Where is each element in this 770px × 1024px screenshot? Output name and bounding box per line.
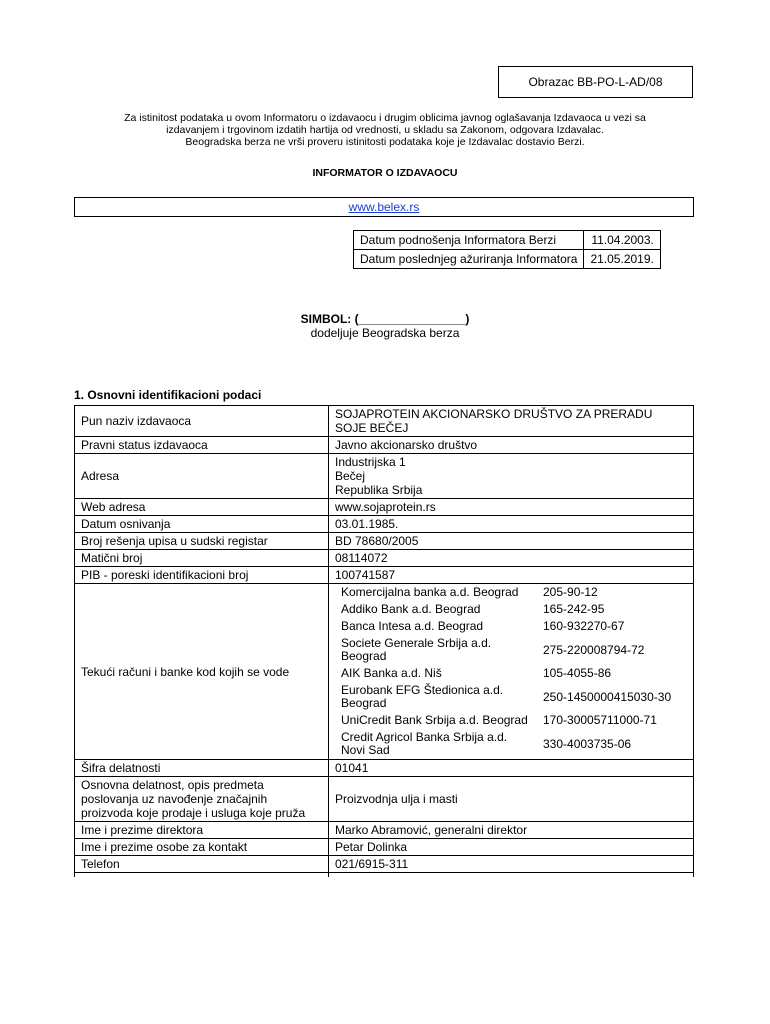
row-value: Marko Abramović, generalni direktor bbox=[329, 822, 694, 839]
table-row bbox=[75, 516, 694, 533]
bank-account: 105-4055-86 bbox=[543, 666, 612, 680]
row-label: Telefon bbox=[75, 856, 329, 873]
belex-link[interactable]: www.belex.rs bbox=[348, 200, 420, 214]
row-label: Adresa bbox=[75, 454, 329, 499]
row-label: Pravni status izdavaoca bbox=[75, 437, 329, 454]
date-row bbox=[354, 231, 661, 250]
table-row bbox=[75, 856, 694, 873]
section-title: 1. Osnovni identifikacioni podaci bbox=[74, 388, 262, 402]
row-label: Datum osnivanja bbox=[75, 516, 329, 533]
row-value: 100741587 bbox=[329, 567, 694, 584]
document-title: INFORMATOR O IZDAVAOCU bbox=[312, 167, 458, 179]
simbol-note: dodeljuje Beogradska berza bbox=[310, 326, 460, 340]
address-line: Industrijska 1 bbox=[335, 455, 406, 469]
table-row bbox=[75, 822, 694, 839]
bank-row bbox=[329, 665, 693, 682]
date-row bbox=[354, 250, 661, 269]
disclaimer bbox=[80, 112, 690, 148]
bank-account: 275-220008794-72 bbox=[543, 642, 645, 657]
disclaimer-line-2: izdavanjem i trgovinom izdatih hartija od vrednosti, u skladu sa Zakonom, odgovara Izdavalac. bbox=[166, 124, 604, 136]
table-row-partial bbox=[75, 873, 694, 878]
bank-name: Societe Generale Srbija a.d. Beograd bbox=[341, 636, 492, 663]
bank-account: 160-932270-67 bbox=[543, 619, 625, 633]
bank-row bbox=[329, 618, 693, 635]
row-label: Pun naziv izdavaoca bbox=[75, 406, 329, 437]
row-label-empty bbox=[75, 873, 329, 878]
banks-cell bbox=[329, 584, 694, 760]
bank-name: UniCredit Bank Srbija a.d. Beograd bbox=[341, 713, 528, 727]
bank-name: Credit Agricol Banka Srbija a.d. Novi Sad bbox=[341, 730, 508, 757]
bank-row bbox=[329, 601, 693, 618]
bank-account: 170-30005711000-71 bbox=[543, 713, 657, 727]
web-link-box bbox=[74, 197, 694, 217]
row-value: Proizvodnja ulja i masti bbox=[329, 777, 694, 822]
bank-name: Banca Intesa a.d. Beograd bbox=[341, 619, 484, 633]
table-row bbox=[75, 567, 694, 584]
simbol-block bbox=[0, 312, 770, 340]
row-value: 01041 bbox=[329, 760, 694, 777]
row-value: Petar Dolinka bbox=[329, 839, 694, 856]
bank-name: Addiko Bank a.d. Beograd bbox=[341, 602, 481, 616]
row-value: 08114072 bbox=[329, 550, 694, 567]
address-line: Republika Srbija bbox=[335, 483, 423, 497]
row-value: Javno akcionarsko društvo bbox=[329, 437, 694, 454]
row-value: BD 78680/2005 bbox=[329, 533, 694, 550]
bank-account: 330-4003735-06 bbox=[543, 736, 632, 751]
table-row bbox=[75, 533, 694, 550]
form-code-box: Obrazac BB-PO-L-AD/08 bbox=[498, 66, 693, 98]
simbol-label: SIMBOL: (________________) bbox=[300, 312, 470, 326]
bank-name: Eurobank EFG Štedionica a.d. Beograd bbox=[341, 683, 504, 710]
dates-table bbox=[353, 230, 661, 269]
address-line: Bečej bbox=[335, 469, 366, 483]
bank-name: AIK Banka a.d. Niš bbox=[341, 666, 442, 680]
bank-row bbox=[329, 712, 693, 729]
bank-name: Komercijalna banka a.d. Beograd bbox=[341, 585, 519, 599]
row-label: Osnovna delatnost, opis predmeta poslovanja uz navođenje značajnih proizvoda koje prodaje i usluga koje pruža bbox=[75, 777, 329, 822]
bank-row bbox=[329, 584, 693, 601]
row-label: Ime i prezime osobe za kontakt bbox=[75, 839, 329, 856]
disclaimer-line-1: Za istinitost podataka u ovom Informatoru o izdavaocu i drugim oblicima javnog oglašavanja Izdavaoca u vezi sa bbox=[124, 112, 646, 124]
bank-account: 205-90-12 bbox=[543, 585, 598, 599]
table-row bbox=[75, 454, 694, 499]
table-row bbox=[75, 839, 694, 856]
bank-row bbox=[329, 682, 693, 712]
bank-row bbox=[329, 635, 693, 665]
date-value: 21.05.2019. bbox=[584, 250, 660, 269]
bank-account: 250-1450000415030-30 bbox=[543, 689, 672, 704]
address-value bbox=[329, 454, 694, 499]
banks-table bbox=[329, 584, 693, 759]
date-value: 11.04.2003. bbox=[584, 231, 660, 250]
row-label: Tekući računi i banke kod kojih se vode bbox=[75, 584, 329, 760]
row-label: Broj rešenja upisa u sudski registar bbox=[75, 533, 329, 550]
table-row bbox=[75, 584, 694, 760]
table-row bbox=[75, 406, 694, 437]
table-row bbox=[75, 550, 694, 567]
row-value-empty bbox=[329, 873, 694, 878]
table-row bbox=[75, 499, 694, 516]
row-value: 021/6915-311 bbox=[329, 856, 694, 873]
row-label: Matični broj bbox=[75, 550, 329, 567]
date-label: Datum poslednjeg ažuriranja Informatora bbox=[354, 250, 584, 269]
disclaimer-line-3: Beogradska berza ne vrši proveru istinitosti podataka koje je Izdavalac dostavio Berzi. bbox=[185, 136, 585, 148]
table-row bbox=[75, 777, 694, 822]
row-value: www.sojaprotein.rs bbox=[329, 499, 694, 516]
row-label: Ime i prezime direktora bbox=[75, 822, 329, 839]
table-row bbox=[75, 437, 694, 454]
identification-table bbox=[74, 405, 694, 877]
row-value: 03.01.1985. bbox=[329, 516, 694, 533]
date-label: Datum podnošenja Informatora Berzi bbox=[354, 231, 584, 250]
row-value: SOJAPROTEIN AKCIONARSKO DRUŠTVO ZA PRERADU SOJE BEČEJ bbox=[329, 406, 694, 437]
row-label: Web adresa bbox=[75, 499, 329, 516]
row-label: PIB - poreski identifikacioni broj bbox=[75, 567, 329, 584]
row-label: Šifra delatnosti bbox=[75, 760, 329, 777]
table-row bbox=[75, 760, 694, 777]
bank-account: 165-242-95 bbox=[543, 602, 605, 616]
bank-row bbox=[329, 729, 693, 759]
